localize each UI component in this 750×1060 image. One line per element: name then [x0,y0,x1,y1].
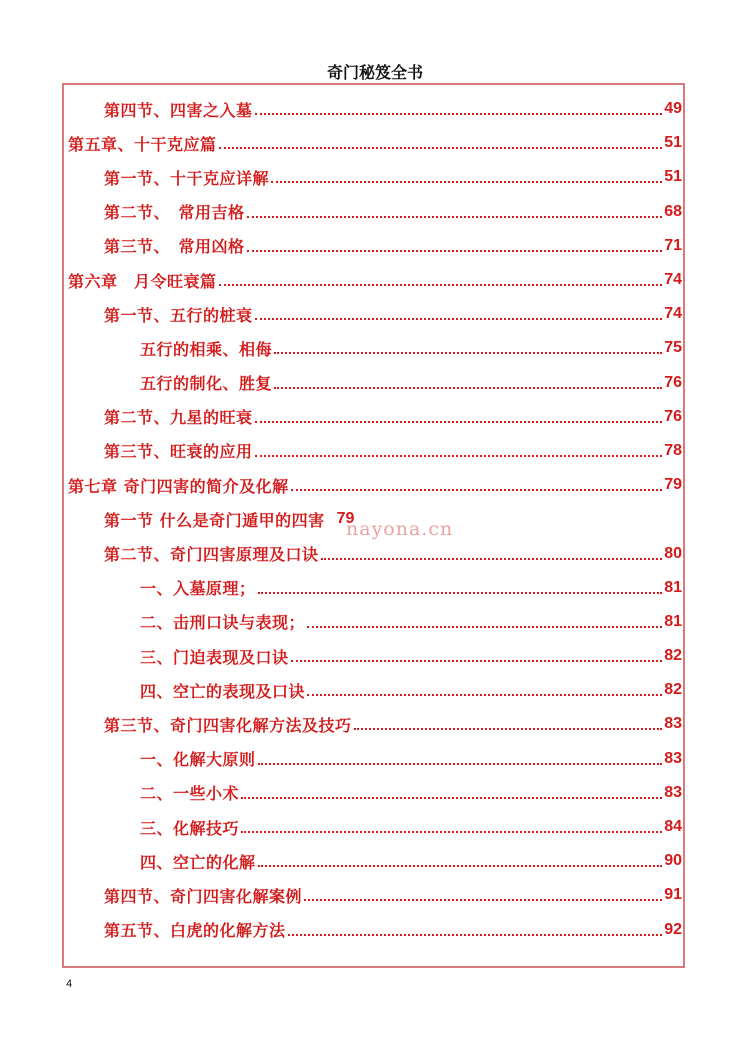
toc-entry-label: 第二节、 常用吉格 [104,203,245,223]
toc-entry-label: 三、化解技巧 [140,818,240,838]
toc-entry-page: 79 [336,510,355,528]
toc-dot-leader [247,216,663,218]
toc-entry[interactable] [68,810,682,844]
toc-entry[interactable] [68,913,682,947]
toc-entry-page: 68 [664,202,682,220]
toc-entry[interactable] [68,331,682,365]
toc-entry-page: 81 [664,578,682,596]
toc-dot-leader [255,318,663,320]
toc-entry[interactable] [68,400,682,434]
toc-entry[interactable] [68,195,682,229]
toc-dot-leader [241,831,662,833]
toc-entry-page: 78 [664,441,682,459]
toc-entry-page: 80 [664,544,682,562]
toc-entry[interactable] [68,878,682,912]
toc-entry-page: 82 [664,647,682,665]
toc-entry[interactable] [68,126,682,160]
toc-entry-page: 83 [664,749,682,767]
toc-entry[interactable] [68,434,682,468]
toc-dot-leader [274,352,662,354]
toc-entry-label: 第五节、白虎的化解方法 [104,921,286,941]
toc-dot-leader [307,626,662,628]
toc-entry[interactable] [68,742,682,776]
toc-entry-page: 51 [664,168,682,186]
toc-entry-page: 79 [664,476,682,494]
toc-entry[interactable] [68,263,682,297]
toc-dot-leader [255,113,663,115]
toc-entry-page: 83 [664,783,682,801]
toc-entry-page: 51 [664,134,682,152]
toc-dot-leader [258,592,663,594]
toc-entry-label: 二、一些小术 [140,784,240,804]
toc-entry-label: 五行的相乘、相侮 [140,339,273,359]
toc-dot-leader [288,934,663,936]
toc-entry-label: 第三节、旺衰的应用 [104,442,253,462]
toc-dot-leader [307,694,662,696]
toc-dot-leader [291,660,663,662]
toc-entry-label: 第六章 月令旺衰篇 [68,271,217,291]
toc-entry[interactable] [68,605,682,639]
toc-entry-label: 第四节、四害之入墓 [104,100,253,120]
toc-entry-label: 第四节、奇门四害化解案例 [104,886,303,906]
toc-entry[interactable] [68,776,682,810]
toc-entry-page: 76 [664,373,682,391]
toc-entry-page: 91 [664,886,682,904]
toc-dot-leader [304,899,662,901]
toc-entry-page: 84 [664,818,682,836]
toc-entry-label: 四、空亡的表现及口诀 [140,681,306,701]
toc-entry-label: 第三节、奇门四害化解方法及技巧 [104,715,352,735]
toc-entry[interactable] [68,673,682,707]
toc-dot-leader [354,728,663,730]
toc-dot-leader [255,455,663,457]
toc-entry-page: 74 [664,271,682,289]
toc-entry-label: 第一节、五行的桩衰 [104,305,253,325]
toc-entry-label: 第一节 什么是奇门遁甲的四害 [104,510,325,530]
toc-entry-label: 四、空亡的化解 [140,852,256,872]
toc-entry-label: 五行的制化、胜复 [140,374,273,394]
toc-entry-page: 82 [664,681,682,699]
toc-entry[interactable] [68,160,682,194]
toc-dot-leader [291,489,663,491]
toc-dot-leader [219,147,663,149]
toc-dot-leader [247,250,663,252]
toc-entry-page: 71 [664,236,682,254]
toc-entry[interactable] [68,366,682,400]
toc-entry-label: 第七章 奇门四害的简介及化解 [68,476,289,496]
toc-dot-leader [258,865,663,867]
watermark: nayona.cn [346,518,454,540]
toc-entry[interactable] [68,229,682,263]
page-number: 4 [66,978,73,990]
toc-entry-label: 一、化解大原则 [140,750,256,770]
toc-entry[interactable] [68,639,682,673]
toc-dot-leader [274,387,662,389]
toc-entry[interactable] [68,844,682,878]
toc-entry-label: 第三节、 常用凶格 [104,237,245,257]
toc-entry[interactable] [68,536,682,570]
toc-entry-label: 第二节、九星的旺衰 [104,408,253,428]
toc-entry-page: 76 [664,407,682,425]
toc-entry[interactable] [68,707,682,741]
toc-entry[interactable] [68,297,682,331]
toc-entry-page: 75 [664,339,682,357]
toc-dot-leader [219,284,663,286]
toc-dot-leader [255,421,663,423]
toc-entry[interactable] [68,571,682,605]
toc-entry-label: 三、门迫表现及口诀 [140,647,289,667]
toc-entry-page: 92 [664,920,682,938]
toc-entry-page: 74 [664,305,682,323]
toc-entry[interactable] [68,92,682,126]
toc-entry-label: 第一节、十干克应详解 [104,168,270,188]
toc-dot-leader [241,797,662,799]
toc-entry-page: 81 [664,612,682,630]
toc-entry-page: 90 [664,852,682,870]
toc-entry-label: 第二节、奇门四害原理及口诀 [104,545,319,565]
toc-dot-leader [258,763,663,765]
toc-entry-page: 49 [664,100,682,118]
toc-dot-leader [321,558,663,560]
page-title: 奇门秘笈全书 [326,63,423,82]
toc-entry-label: 第五章、十干克应篇 [68,134,217,154]
toc-entry-label: 二、击刑口诀与表现； [140,613,306,633]
toc-dot-leader [271,181,662,183]
toc-entry[interactable] [68,468,682,502]
toc-entry-label: 一、入墓原理； [140,579,256,599]
toc-entry-page: 83 [664,715,682,733]
